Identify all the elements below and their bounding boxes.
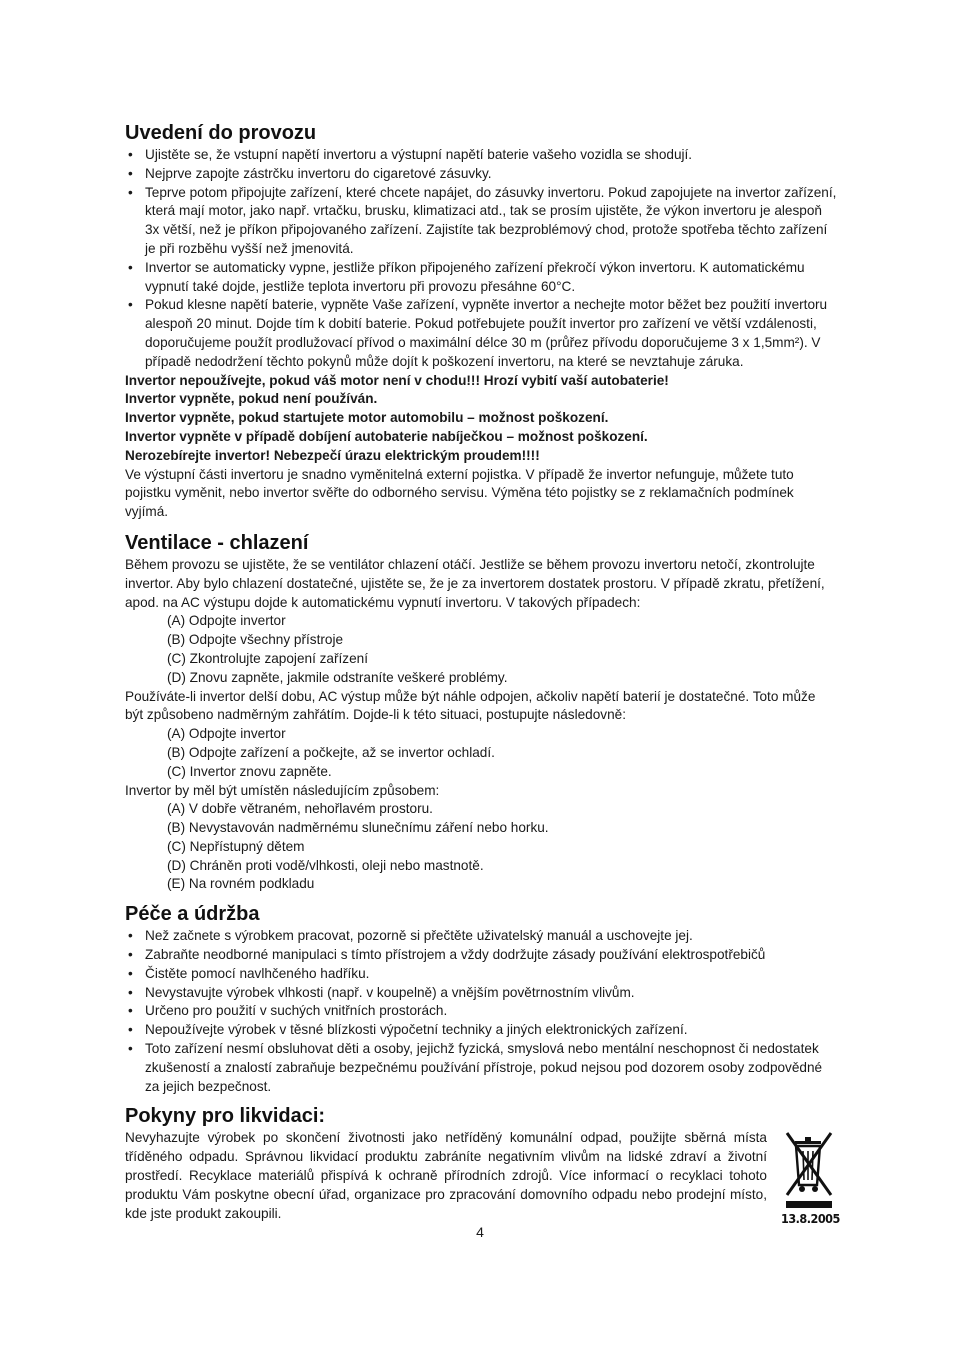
fuse-note: Ve výstupní části invertoru je snadno vyměnitelná externí pojistka. V případě že invertor nefunguje, můžete tuto pojistku vyměnit, nebo invertor svěřte do odborného servisu. Výměna této pojistky se z reklamačních podmínek vyjímá. <box>125 466 794 520</box>
section-likvidace <box>125 1103 840 1227</box>
warning-line: Invertor vypněte, pokud není používán. <box>125 391 378 407</box>
list-item: (A) Odpojte invertor <box>167 613 286 629</box>
crossed-out-wheelie-bin-icon <box>781 1127 837 1211</box>
section-title-pece: Péče a údržba <box>125 903 260 926</box>
ventilace-middle: Používáte-li invertor delší dobu, AC výstup může být náhle odpojen, ačkoliv napětí baterií je dostatečné. Toto může být způsobeno nadměrným zahřátím. Dojde-li k této situaci, postupujte následovně: <box>125 688 816 723</box>
list-item: (A) V dobře větraném, nehořlavém prostoru. <box>167 801 433 817</box>
warning-line: Invertor vypněte v případě dobíjení autobaterie nabíječkou – možnost poškození. <box>125 428 648 444</box>
list-item: (B) Odpojte zařízení a počkejte, až se invertor ochladí. <box>167 744 495 760</box>
manual-page <box>125 120 840 1227</box>
steps-list-c <box>125 800 837 894</box>
pece-bullet-list <box>125 927 837 1096</box>
steps-list-b <box>125 725 837 781</box>
list-item: • Teprve potom připojujte zařízení, které chcete napájet, do zásuvky invertoru. Pokud zapojujete na invertor zařízení, která mají motor, jako např. vrtačku, brusku, klimatizaci atd., tak se prosím ujistěte, že výkon invertoru je alespoň 3x větší, než je příkon připojovaného zařízení. Zajistíte tak bezproblémový chod, protože spotřeba těchto zařízení je při rozběhu vyšší než jmenovitá. <box>125 184 837 259</box>
list-item: (D) Znovu zapněte, jakmile odstraníte veškeré problémy. <box>167 669 508 685</box>
list-item: • Ujistěte se, že vstupní napětí invertoru a výstupní napětí baterie vašeho vozidla se shodují. <box>125 146 837 165</box>
warning-line: Nerozebírejte invertor! Nebezpečí úrazu elektrickým proudem!!!! <box>125 447 540 463</box>
section-uvedeni <box>125 120 837 522</box>
list-item: • Než začnete s výrobkem pracovat, pozorně si přečtěte uživatelský manuál a uschovejte jej. <box>125 927 837 946</box>
list-item: • Nepoužívejte výrobek v těsné blízkosti výpočetní techniky a jiných elektronických zařízení. <box>125 1021 837 1040</box>
list-item: • Čistěte pomocí navlhčeného hadříku. <box>125 965 837 984</box>
section-pece <box>125 901 837 1096</box>
list-item: (C) Zkontrolujte zapojení zařízení <box>167 650 368 666</box>
disposal-block <box>125 1129 840 1227</box>
section-title-likvidace: Pokyny pro likvidaci: <box>125 1105 326 1128</box>
list-item: (E) Na rovném podkladu <box>167 876 315 892</box>
list-item: • Zabraňte neodborné manipulaci s tímto přístrojem a vždy dodržujte zásady používání elektrospotřebičů <box>125 946 837 965</box>
list-item: (D) Chráněn proti vodě/vlhkosti, oleji nebo mastnotě. <box>167 857 484 873</box>
weee-date: 13.8.2005 <box>781 1211 840 1227</box>
list-item: • Toto zařízení nesmí obsluhovat děti a osoby, jejichž fyzická, smyslová nebo mentální neschopnost či nedostatek zkušeností a znalostí zabraňuje bezpečnému používání přístroje, pokud nejsou pod dozorem osoby zodpovědné za jejich bezpečnost. <box>125 1040 837 1096</box>
list-item: (C) Nepřístupný dětem <box>167 838 305 854</box>
warning-line: Invertor nepoužívejte, pokud váš motor není v chodu!!! Hrozí vybití vaší autobaterie! <box>125 372 669 388</box>
page-number: 4 <box>476 1224 484 1240</box>
disposal-text: Nevyhazujte výrobek po skončení životnosti jako netříděný komunální odpad, použijte sběrná místa tříděného odpadu. Správnou likvidací produktu zabráníte negativním vlivům na lidské zdraví a životní prostředí. Recyklace materiálů přispívá k ochraně přírodních zdrojů. Více informací o recyklaci tohoto produktu Vám poskytne obecní úřad, organizace pro zpracování domovního odpadu nebo prodejní místo, kde jste produkt zakoupili. <box>125 1130 767 1221</box>
section-title-uvedeni: Uvedení do provozu <box>125 122 317 144</box>
list-item: • Nevystavujte výrobek vlhkosti (např. v koupelně) a vnějším povětrnostním vlivům. <box>125 984 837 1003</box>
list-item: • Nejprve zapojte zástrčku invertoru do cigaretové zásuvky. <box>125 165 837 184</box>
list-item: • Pokud klesne napětí baterie, vypněte Vaše zařízení, vypněte invertor a nechejte motor běžet bez použití invertoru alespoň 20 minut. Dojde tím k dobití baterie. Pokud potřebujete použít invertor pro zařízení ve větší vzdálenosti, doporučujeme použít prodlužovací přívod o maximální délce 30 m (průřez přívodu doporučujeme 3 x 1,5mm²). V případě nedodržení těchto pokynů může dojít k poškození invertoru, na které se nevztahuje záruka. <box>125 296 837 371</box>
steps-list-a <box>125 612 837 687</box>
section-title-ventilace: Ventilace - chlazení <box>125 531 309 554</box>
weee-symbol <box>781 1127 840 1229</box>
list-item: • Invertor se automaticky vypne, jestliže příkon připojeného zařízení překročí výkon invertoru. K automatickému vypnutí také dojde, jestliže teplota invertoru při provozu přesáhne 60°C. <box>125 259 837 297</box>
uvedeni-bullet-list <box>125 146 837 372</box>
list-item: • Určeno pro použití v suchých vnitřních prostorách. <box>125 1002 837 1021</box>
placement-intro: Invertor by měl být umístěn následujícím způsobem: <box>125 782 440 798</box>
list-item: (C) Invertor znovu zapněte. <box>167 763 332 779</box>
list-item: (A) Odpojte invertor <box>167 726 286 742</box>
list-item: (B) Odpojte všechny přístroje <box>167 632 344 648</box>
list-item: (B) Nevystavován nadměrnému slunečnímu záření nebo horku. <box>167 820 549 836</box>
warning-line: Invertor vypněte, pokud startujete motor automobilu – možnost poškození. <box>125 410 609 426</box>
section-ventilace <box>125 530 837 894</box>
ventilace-intro: Během provozu se ujistěte, že se ventilátor chlazení otáčí. Jestliže se během provozu invertoru netočí, zkontrolujte invertor. Aby bylo chlazení dostatečné, ujistěte se, že je za invertorem dostatek prostoru. V případě zkratu, přetížení, apod. na AC výstupu dojde k automatickému vypnutí invertoru. V takových případech: <box>125 556 825 610</box>
